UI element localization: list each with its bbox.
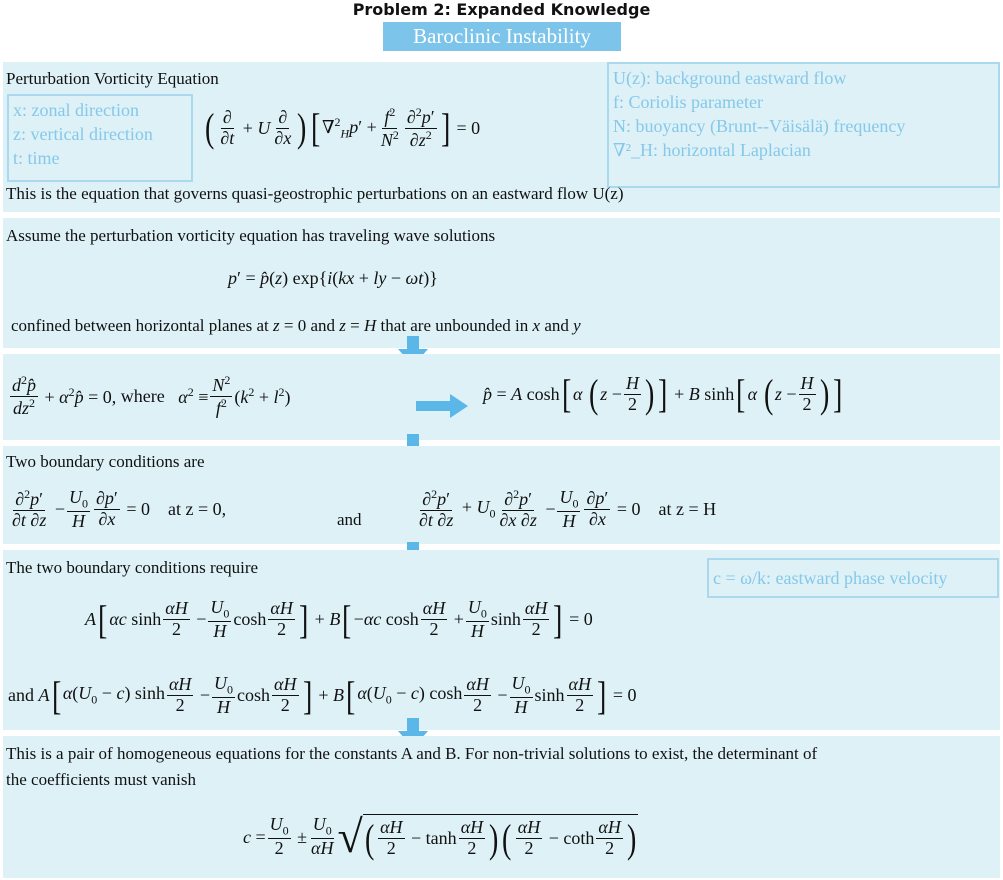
panel-footer: This is the equation that governs quasi-geostrophic perturbations on an eastward flow U(z) [6,184,624,203]
wave-solution: p′ = p̂(z) exp{i(kx + ly − ωt)} [228,268,438,288]
panel-dispersion [3,736,1000,878]
phase-velocity-note: c = ω/k: eastward phase velocity [707,558,999,598]
and-text: and [8,685,34,706]
panel-intro: Assume the perturbation vorticity equation has traveling wave solutions [6,226,496,245]
left-notes-box [7,94,193,182]
dispersion-relation: c = $\frac{U_0}{2}$ ± $\frac{U_0}{\alpha H}$ √ ( $\frac{\alpha H}{2}$ − tanh $\frac{\alpha H}{2}$ ) ( $\frac{\alpha H}{2}$ − coth $\frac{\alpha H}{2}$ ) [243,811,637,862]
require-equation-1: A [ αc sinh $\frac{\alpha H}{2}$ − $\frac{U_0}{H}$ cosh $\frac{\alpha H}{2}$ ] + B [ −αc cosh $\frac{\alpha H}{2}$ + $\frac{U_0}{H}$ sinh $\frac{\alpha H}{2}$ ] = 0 [85,596,593,642]
note-x: x: zonal direction [13,100,139,120]
panel-require [3,550,1000,730]
vorticity-equation: ( $\frac{\partial}{\partial t}$ + U $\frac{\partial}{\partial x}$ ) [ ∇$^2_H$p′ + $\frac{f^2}{N^2}$ $\frac{\partial^2p'}{\partial z^2}$ ] = 0 [204,105,481,151]
panel-ode [3,354,1000,440]
panel-heading: Perturbation Vorticity Equation [6,69,219,88]
at-z0-text: at z = 0, [168,499,227,520]
note-f: f: Coriolis parameter [613,92,763,112]
ode-equation: $\frac{d^2p̂}{dz^2}$ + $\alpha^2p̂ = 0$, where $\alpha^2$ ≡ $\frac{N^2}{f^2}$ $(k^2 + l^2)$ [12,373,291,418]
panel-line-1: This is a pair of homogeneous equations for the constants A and B. For non-trivial solutions to exist, the determinant of [6,744,818,763]
ode-solution: p̂ = A cosh [ α ( z − $\frac{H}{2}$ ) ] + B sinh [ α ( z − $\frac{H}{2}$ ) ] [483,371,843,417]
note-N: N: buoyancy (Brunt--Väisälä) frequency [613,116,906,136]
arrow-right-icon [416,394,468,418]
and-text: and [337,510,362,529]
panel-outro: confined between horizontal planes at z = 0 and z = H that are unbounded in x and y [11,316,581,335]
panel-line-2: the coefficients must vanish [6,770,196,789]
note-z: z: vertical direction [13,124,153,144]
right-notes-box [607,62,1000,188]
at-zH-text: at z = H [658,499,717,520]
bc-equation-2: $\frac{\partial^2p'}{\partial t \partial z}$ + $U_0$ $\frac{\partial^2p'}{\partial x \partial z}$ − $\frac{U_0}{H}$ $\frac{\partial p'}{\partial x}$ = 0 at z = H [419,487,717,531]
note-U: U(z): background eastward flow [613,68,847,88]
panel-intro: The two boundary conditions require [6,558,259,577]
topic-banner: Baroclinic Instability [383,22,621,51]
bc-equation-1: $\frac{\partial^2p'}{\partial t \partial z}$ − $\frac{U_0}{H}$ $\frac{\partial p'}{\partial x}$ = 0 at z = 0, [12,487,227,531]
note-laplacian: ∇²_H: horizontal Laplacian [613,140,811,160]
panel-vorticity-equation [3,62,1000,212]
outro-b: that are unbounded in [376,316,533,335]
panel-boundary-conditions [3,446,1000,544]
require-equation-2: and A [ $\alpha(U_0 - c)$ sinh $\frac{\alpha H}{2}$ − $\frac{U_0}{H}$ cosh $\frac{\alpha H}{2}$ ] + B [ $\alpha(U_0 - c)$ cosh $\frac{\alpha H}{2}$ − $\frac{U_0}{H}$ sinh $\frac{\alpha H}{2}$ ] = 0 [8,672,637,718]
panel-wave-solutions [3,218,1000,348]
page-title: Problem 2: Expanded Knowledge [352,0,651,19]
note-t: t: time [13,148,60,168]
outro-a: confined between horizontal planes at [11,316,273,335]
where-text: where [120,385,165,406]
panel-intro: Two boundary conditions are [6,452,205,471]
